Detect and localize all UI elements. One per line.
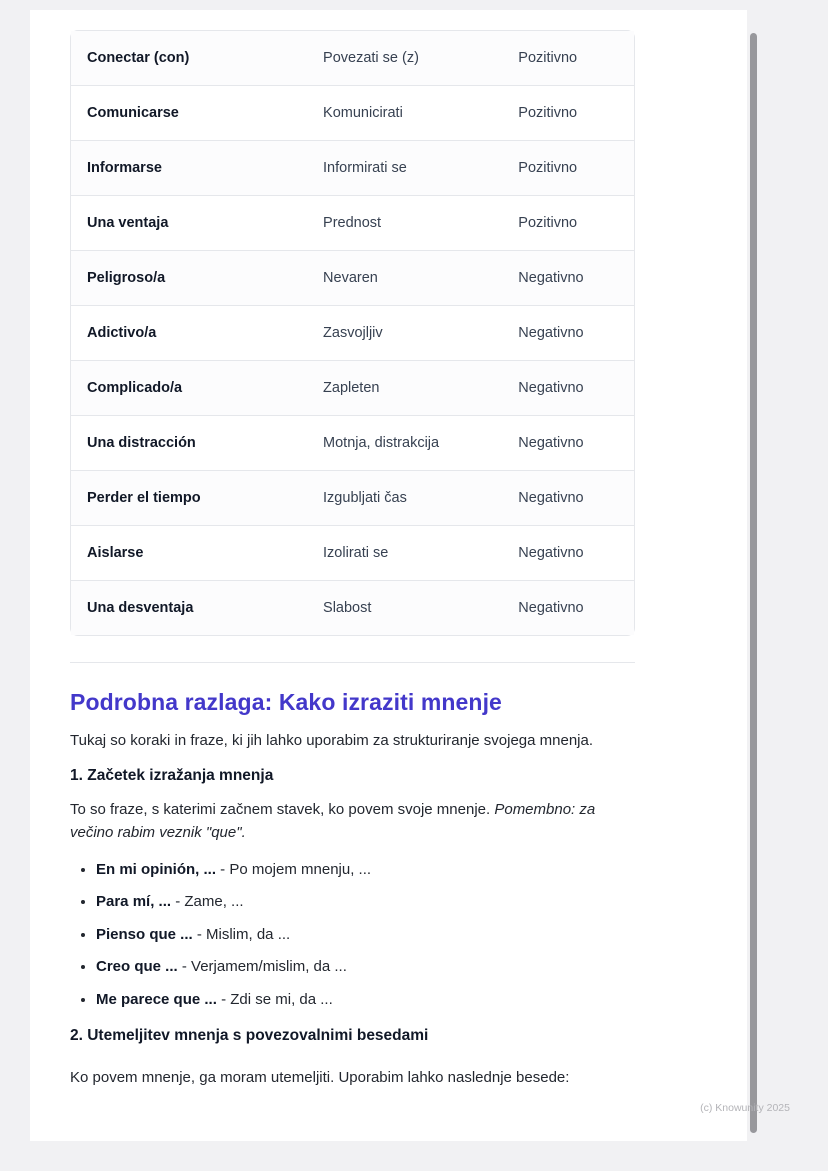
phrase-translation: - Mislim, da ... [196, 925, 291, 943]
phrase-term: Para mí, ... [96, 893, 172, 911]
table-cell-spanish: Aislarse [71, 525, 307, 580]
scrollbar-thumb[interactable] [750, 33, 757, 1133]
table-cell-slovenian: Izgubljati čas [307, 470, 502, 525]
watermark: (c) Knowunity 2025 [700, 1102, 790, 1114]
table-row [71, 195, 634, 250]
table-row [71, 525, 634, 580]
paragraph-2: Ko povem mnenje, ga moram utemeljiti. Uporabim lahko naslednje besede: [70, 1069, 570, 1087]
table-cell-sentiment: Negativno [502, 580, 634, 635]
table-cell-sentiment: Pozitivno [502, 140, 634, 195]
table-cell-slovenian: Komunicirati [307, 85, 502, 140]
table-cell-sentiment: Negativno [502, 415, 634, 470]
document-content [70, 10, 635, 1090]
table-cell-slovenian: Zapleten [307, 360, 502, 415]
subheading-1: 1. Začetek izražanja mnenja [70, 766, 274, 784]
section-divider [70, 662, 635, 663]
table-cell-slovenian: Slabost [307, 580, 502, 635]
phrase-translation: - Zame, ... [175, 893, 244, 911]
table-cell-spanish: Complicado/a [71, 360, 307, 415]
table-row [71, 470, 634, 525]
table-cell-slovenian: Prednost [307, 195, 502, 250]
table-cell-sentiment: Pozitivno [502, 85, 634, 140]
paragraph-1-italic: Pomembno: za večino rabim veznik "que". [70, 800, 596, 841]
table-row [71, 360, 634, 415]
paragraph-1 [70, 799, 635, 845]
phrase-term: En mi opinión, ... [96, 860, 216, 878]
table-cell-spanish: Adictivo/a [71, 305, 307, 360]
phrase-term: Me parece que ... [96, 990, 217, 1008]
phrase-translation: - Po mojem mnenju, ... [220, 860, 372, 878]
table-cell-sentiment: Negativno [502, 305, 634, 360]
table-cell-spanish: Peligroso/a [71, 250, 307, 305]
intro-paragraph: Tukaj so koraki in fraze, ki jih lahko uporabim za strukturiranje svojega mnenja. [70, 732, 594, 749]
phrase-list [70, 859, 635, 1012]
table-cell-sentiment: Negativno [502, 250, 634, 305]
table-cell-sentiment: Pozitivno [502, 31, 634, 85]
table-cell-sentiment: Pozitivno [502, 195, 634, 250]
table-cell-slovenian: Informirati se [307, 140, 502, 195]
table-row [71, 305, 634, 360]
phrase-term: Pienso que ... [96, 925, 193, 943]
table-row [71, 85, 634, 140]
table-cell-spanish: Una distracción [71, 415, 307, 470]
table-row [71, 415, 634, 470]
phrase-translation: - Verjamem/mislim, da ... [181, 958, 347, 976]
table-row [71, 250, 634, 305]
table-cell-slovenian: Motnja, distrakcija [307, 415, 502, 470]
list-item [96, 924, 635, 947]
phrase-term: Creo que ... [96, 958, 178, 976]
subheading-2: 2. Utemeljitev mnenja s povezovalnimi besedami [70, 1027, 429, 1045]
table-cell-sentiment: Negativno [502, 525, 634, 580]
document-page [30, 10, 747, 1141]
section-heading: Podrobna razlaga: Kako izraziti mnenje [70, 689, 502, 715]
table-cell-spanish: Una desventaja [71, 580, 307, 635]
list-item [96, 891, 635, 914]
table-cell-sentiment: Negativno [502, 470, 634, 525]
table-row [71, 31, 634, 85]
table-cell-sentiment: Negativno [502, 360, 634, 415]
table-cell-spanish: Conectar (con) [71, 31, 307, 85]
table-cell-spanish: Perder el tiempo [71, 470, 307, 525]
table-cell-slovenian: Nevaren [307, 250, 502, 305]
paragraph-1-normal: To so fraze, s katerimi začnem stavek, ko povem svoje mnenje. [70, 800, 495, 818]
table-cell-spanish: Comunicarse [71, 85, 307, 140]
table-cell-slovenian: Zasvojljiv [307, 305, 502, 360]
list-item [96, 956, 635, 979]
table-row [71, 140, 634, 195]
table-row [71, 580, 634, 635]
vocabulary-table [70, 30, 635, 636]
table-cell-spanish: Informarse [71, 140, 307, 195]
list-item [96, 859, 635, 882]
phrase-translation: - Zdi se mi, da ... [221, 990, 333, 1008]
table-cell-spanish: Una ventaja [71, 195, 307, 250]
list-item [96, 989, 635, 1012]
table-cell-slovenian: Povezati se (z) [307, 31, 502, 85]
table-cell-slovenian: Izolirati se [307, 525, 502, 580]
